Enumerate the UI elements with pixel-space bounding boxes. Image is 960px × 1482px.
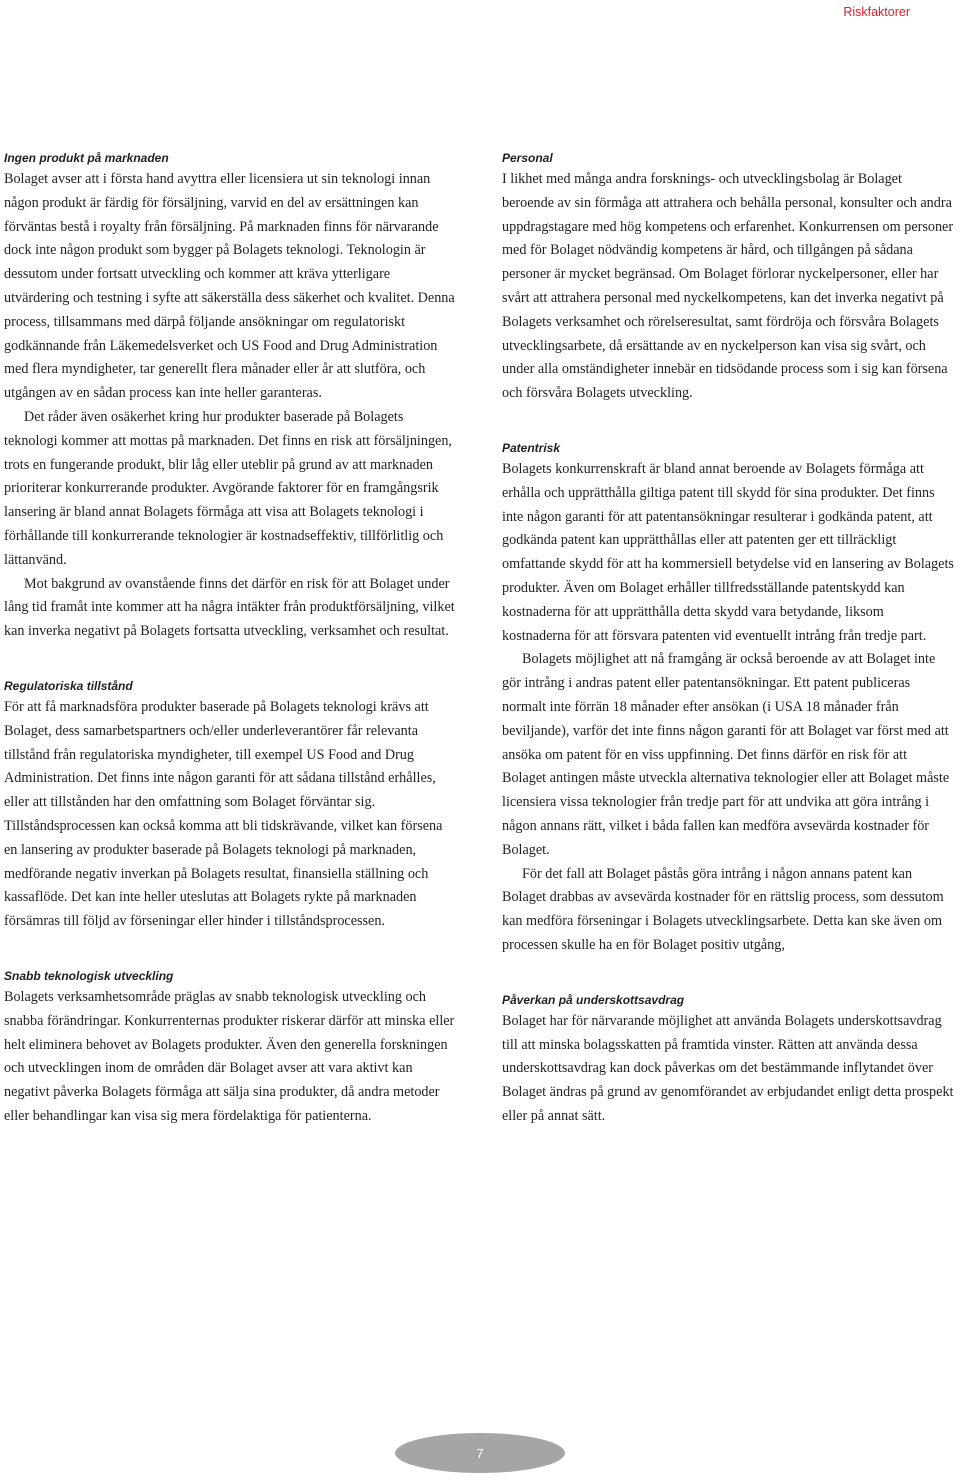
section-regulatoriska-tillstand (4, 678, 456, 934)
paragraph: Bolaget har för närvarande möjlighet att använda Bolagets underskottsavdrag till att minska bolagsskatten på framtida vinster. Rätten att använda dessa underskottsavdrag kan dock påverkas om det bestämmande inflytandet över Bolaget ändras på grund av genomförandet av erbjudandet enligt detta prospekt eller på annat sätt. (502, 1012, 954, 1124)
section-paverkan-underskottsavdrag (502, 992, 954, 1129)
section-snabb-teknologisk-utveckling (4, 968, 456, 1129)
running-head: Riskfaktorer (843, 5, 910, 19)
paragraph: Bolaget avser att i första hand avyttra eller licensiera ut sin teknologi innan någon produkt är färdig för försäljning, varvid en del av ersättningen kan förväntas bestå i royalty från försäljning. På marknaden finns för närvarande dock inte någon produkt som bygger på Bolagets teknologi. Teknologin är dessutom under fortsatt utveckling och kommer att kräva ytterligare utvärdering och testning i syfte att säkerställa dess säkerhet och kvalitet. Denna process, tillsammans med därpå följande ansökningar om regulatoriskt godkännande från Läkemedelsverket och US Food and Drug Administration med flera myndigheter, tar generellt flera månader eller år att slutföra, och utgången av en sådan process kan inte heller garanteras. (4, 171, 455, 402)
section-heading: Snabb teknologisk utveckling (4, 968, 174, 983)
paragraph: Bolagets verksamhetsområde präglas av snabb teknologisk utveckling och snabba förändringar. Konkurrenternas produkter riskerar därför att minska eller helt eliminera behovet av Bolagets produkter. Även den generella forskningen och utvecklingen inom de områden där Bolaget avser att vara aktivt kan negativt påverka Bolagets förmåga att sälja sina produkter, då andra metoder eller behandlingar kan visa sig mera fördelaktiga för patienterna. (4, 988, 455, 1124)
section-heading: Påverkan på underskottsavdrag (502, 992, 685, 1007)
paragraph: Det råder även osäkerhet kring hur produkter baserade på Bolagets teknologi kommer att mottas på marknaden. Det finns en risk att försäljningen, trots en fungerande produkt, blir låg eller uteblir på grund av att marknaden prioriterar konkurrerande produkter. Avgörande faktorer för en framgångsrik lansering är bland annat Bolagets förmåga att visa att Bolagets teknologi i förhållande till konkurrerande teknologier är kostnadseffektiv, tillförlitlig och lättanvänd. (4, 408, 452, 568)
section-heading: Regulatoriska tillstånd (4, 678, 133, 693)
paragraph: Mot bakgrund av ovanstående finns det därför en risk för att Bolaget under lång tid framåt inte kommer att ha några intäkter från produktförsäljning, vilket kan inverka negativt på Bolagets fortsatta utveckling, verksamhet och resultat. (4, 575, 455, 640)
section-heading: Personal (502, 151, 553, 165)
paragraph: I likhet med många andra forsknings- och utvecklingsbolag är Bolaget beroende av sin förmåga att attrahera och behålla personal, konsulter och andra uppdragstagare med hög kompetens och erfarenhet. Konkurrensen om personer med för Bolaget nödvändig kompetens är hård, och tillgången på sådana personer är mycket begränsad. Om Bolaget förlorar nyckelpersoner, eller har svårt att attrahera personal med nyckelkompetens, kan det inverka negativt på Bolagets verksamhet och rörelseresultat, samt fördröja och försvåra Bolagets utvecklingsarbete, då ersättande av en nyckelperson kan visa sig svårt, och under alla omständigheter innebär en tidsödande process som i sig kan försena och försvåra Bolagets utveckling. (502, 171, 954, 402)
section-personal (502, 150, 954, 406)
paragraph: Bolagets möjlighet att nå framgång är också beroende av att Bolaget inte gör intrång i andras patent eller patentansökningar. Ett patent publiceras normalt inte förrän 18 månader efter ansökan (i USA 18 månader från beviljande), varför det inte finns någon garanti för att Bolaget var först med att ansöka om patent för en viss uppfinning. Det finns därför en risk för att Bolaget antingen måste utveckla alternativa teknologier eller att Bolaget måste licensiera vissa teknologier från tredje part för att undvika att göra intrång i någon annans rätt, vilket i båda fallen kan medföra avsevärda kostnader för Bolaget. (502, 651, 950, 858)
left-column (4, 150, 456, 1163)
section-heading: Patentrisk (502, 440, 561, 455)
section-ingen-produkt (4, 150, 456, 644)
page-number: 7 (476, 1445, 484, 1461)
right-column (502, 150, 954, 1163)
section-heading: Ingen produkt på marknaden (4, 151, 169, 165)
section-patentrisk (502, 440, 954, 958)
paragraph: För det fall att Bolaget påstås göra intrång i någon annans patent kan Bolaget drabbas av avsevärda kostnader för en rättslig process, som dessutom kan medföra förseningar i Bolagets utvecklingsarbete. Detta kan ske även om processen skulle ha en för Bolaget positiv utgång, (502, 865, 944, 953)
paragraph: För att få marknadsföra produkter baserade på Bolagets teknologi krävs att Bolaget, dess samarbetspartners och/eller underleverantörer får relevanta tillstånd från regulatoriska myndigheter, till exempel US Food and Drug Administration. Det finns inte någon garanti för att sådana tillstånd erhålles, eller att tillstånden har den omfattning som Bolaget förväntar sig. Tillståndsprocessen kan också komma att bli tidskrävande, vilket kan försena en lansering av produkter baserade på Bolagets teknologi på marknaden, medförande negativ inverkan på Bolagets resultat, finansiella ställning och kassaflöde. Det kan inte heller uteslutas att Bolagets rykte på marknaden försämras till följd av förseningar eller hinder i tillståndsprocessen. (4, 698, 443, 930)
paragraph: Bolagets konkurrenskraft är bland annat beroende av Bolagets förmåga att erhålla och upprätthålla giltiga patent till skydd för sina produkter. Det finns inte någon garanti för att patentansökningar resulterar i godkända patent, att godkända patent kan upprätthållas eller att patenten ger ett tillräckligt omfattande skydd för att ha kommersiell betydelse vid en lansering av Bolagets produkter. Även om Bolaget erhåller tillfredsställande patentskydd kan kostnaderna för att upprätthålla detta skydd vara betydande, liksom kostnaderna för att försvara patenten vid eventuellt intrång från tredje part. (502, 460, 954, 644)
page-number-tab (395, 1433, 565, 1473)
